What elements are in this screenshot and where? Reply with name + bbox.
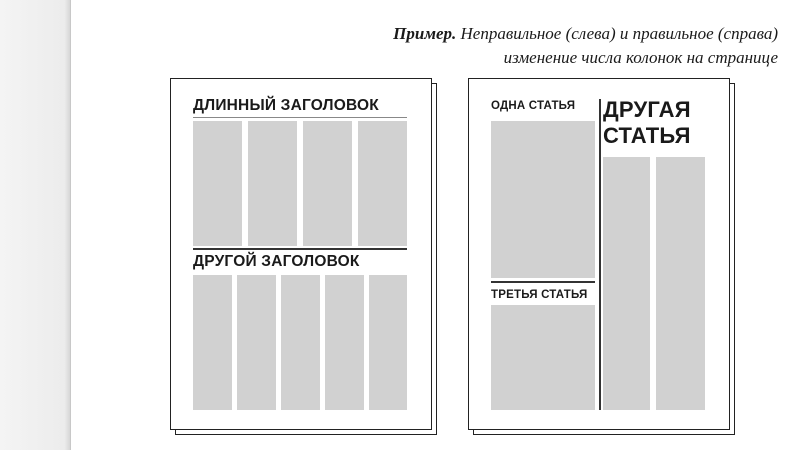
right-article-one-rule: [491, 281, 595, 283]
right-heading-article-third: ТРЕТЬЯ СТАТЬЯ: [491, 289, 588, 301]
left-top-column-4: [358, 121, 407, 246]
left-page-sheet: [170, 78, 432, 430]
left-heading-bottom: ДРУГОЙ ЗАГОЛОВОК: [193, 253, 360, 270]
left-heading-top: ДЛИННЫЙ ЗАГОЛОВОК: [193, 97, 379, 114]
left-divider-rule: [193, 248, 407, 250]
left-bottom-column-5: [369, 275, 407, 410]
slide-left-gutter: [0, 0, 71, 450]
left-bottom-column-4: [325, 275, 364, 410]
caption-line-1: [258, 22, 778, 46]
right-article-other-column-1: [603, 157, 650, 410]
right-heading-article-other-line-2: СТАТЬЯ: [603, 123, 691, 148]
right-article-other-column-2: [656, 157, 705, 410]
right-heading-article-other: [603, 97, 691, 149]
right-heading-article-other-line-1: ДРУГАЯ: [603, 97, 691, 122]
left-bottom-column-3: [281, 275, 320, 410]
left-top-column-1: [193, 121, 242, 246]
left-heading-top-rule: [193, 117, 407, 118]
caption-lead: Пример.: [393, 24, 457, 43]
right-column-divider: [599, 99, 601, 410]
right-heading-article-one: ОДНА СТАТЬЯ: [491, 100, 576, 112]
right-article-one-block: [491, 121, 595, 278]
right-page-sheet: [468, 78, 730, 430]
caption-line-2: изменение числа колонок на странице: [503, 48, 778, 67]
left-bottom-column-1: [193, 275, 232, 410]
left-bottom-column-2: [237, 275, 276, 410]
left-page-illustration: [170, 78, 432, 430]
left-top-column-3: [303, 121, 352, 246]
caption-line-1-text: Неправильное (слева) и правильное (справа): [456, 24, 778, 43]
right-page-illustration: [468, 78, 730, 430]
left-top-column-2: [248, 121, 297, 246]
right-article-third-block: [491, 305, 595, 410]
slide-caption: [258, 22, 778, 70]
